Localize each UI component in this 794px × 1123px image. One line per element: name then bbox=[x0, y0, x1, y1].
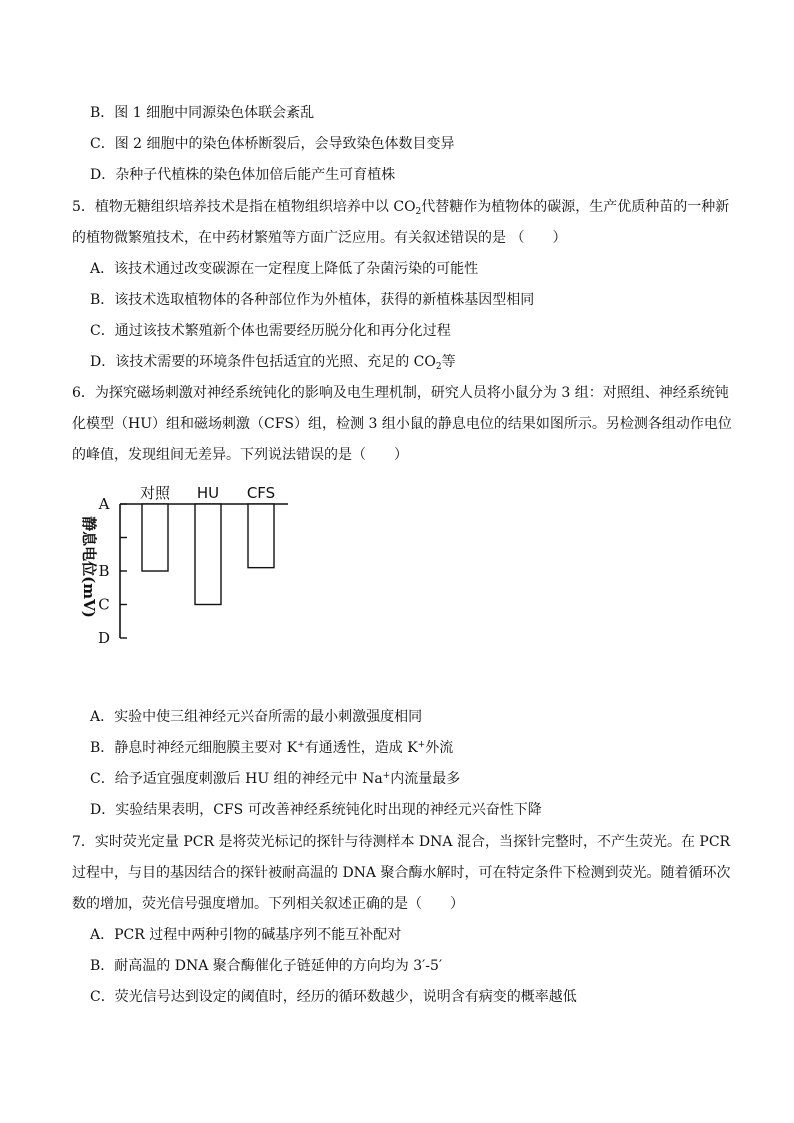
q5-text: 等 bbox=[441, 354, 456, 370]
option-letter: D． bbox=[90, 167, 116, 183]
q6-stem-line-3: 的峰值，发现组间无差异。下列说法错误的是（ ） bbox=[72, 447, 408, 463]
q7-stem-line-3: 数的增加，荧光信号强度增加。下列相关叙述正确的是（ ） bbox=[72, 896, 464, 912]
q4-option-c bbox=[90, 135, 455, 153]
y-tick-label: C bbox=[98, 595, 110, 614]
q6-text: 有通透性，造成 K bbox=[304, 740, 418, 756]
q6-option-a: A．实验中使三组神经元兴奋所需的最小刺激强度相同 bbox=[90, 709, 423, 725]
q5-text: D．该技术需要的环境条件包括适宜的光照、充足的 CO bbox=[90, 354, 436, 370]
option-letter: C． bbox=[90, 136, 115, 152]
q5-option-a: A．该技术通过改变碳源在一定程度上降低了杂菌污染的可能性 bbox=[90, 261, 479, 277]
q5-text: 5．植物无糖组织培养技术是指在植物组织培养中以 CO bbox=[72, 199, 416, 215]
category-label: HU bbox=[196, 484, 220, 502]
bar bbox=[195, 504, 221, 605]
q6-stem-line-2: 化模型（HU）组和磁场刺激（CFS）组，检测 3 组小鼠的静息电位的结果如图所示。另检测各组动作电位 bbox=[72, 416, 732, 432]
q7-option-a: A．PCR 过程中两种引物的碱基序列不能互补配对 bbox=[90, 927, 402, 943]
q6-text: B．静息时神经元细胞膜主要对 K bbox=[90, 740, 298, 756]
q5-stem-line-1 bbox=[72, 198, 729, 216]
q7-option-c: C．荧光信号达到设定的阈值时，经历的循环数越少，说明含有病变的概率越低 bbox=[90, 989, 577, 1005]
subscript: 2 bbox=[435, 362, 442, 372]
q6-text: 外流 bbox=[425, 740, 454, 756]
resting-potential-chart bbox=[70, 476, 300, 691]
q6-option-b bbox=[90, 739, 453, 757]
q7-stem-line-2: 过程中，与目的基因结合的探针被耐高温的 DNA 聚合酶水解时，可在特定条件下检测到荧光。随着循环次 bbox=[72, 865, 731, 881]
superscript: + bbox=[297, 740, 305, 750]
q6-option-d: D．实验结果表明，CFS 可改善神经系统钝化时出现的神经元兴奋性下降 bbox=[90, 802, 542, 818]
q4-option-b bbox=[90, 104, 314, 122]
q7-option-b: B．耐高温的 DNA 聚合酶催化子链延伸的方向均为 3′-5′ bbox=[90, 958, 443, 974]
option-text: 杂种子代植株的染色体加倍后能产生可育植株 bbox=[115, 167, 396, 183]
q7-stem-line-1: 7．实时荧光定量 PCR 是将荧光标记的探针与待测样本 DNA 混合，当探针完整时，不产生荧光。在 PCR bbox=[72, 834, 731, 850]
q6-text: 内流量最多 bbox=[390, 771, 461, 787]
q6-stem-line-1: 6．为探究磁场刺激对神经系统钝化的影响及电生理机制，研究人员将小鼠分为 3 组：对照组、神经系统钝 bbox=[72, 385, 729, 401]
y-tick-label: A bbox=[98, 495, 110, 513]
q6-option-c bbox=[90, 770, 460, 788]
q5-stem-line-2: 的植物微繁殖技术，在中药材繁殖等方面广泛应用。有关叙述错误的是 （ ） bbox=[72, 230, 567, 246]
bar bbox=[248, 504, 274, 568]
q4-option-d bbox=[90, 166, 395, 184]
option-letter: B． bbox=[90, 105, 115, 121]
q6-text: C．给予适宜强度刺激后 HU 组的神经元中 Na bbox=[90, 771, 383, 787]
q5-option-d bbox=[90, 353, 456, 371]
category-label: CFS bbox=[246, 484, 276, 502]
q5-option-c: C．通过该技术繁殖新个体也需要经历脱分化和再分化过程 bbox=[90, 323, 451, 339]
superscript: + bbox=[417, 740, 426, 750]
superscript: + bbox=[382, 771, 391, 781]
option-text: 图 2 细胞中的染色体桥断裂后，会导致染色体数目变异 bbox=[114, 136, 455, 152]
subscript: 2 bbox=[415, 207, 422, 217]
bar bbox=[142, 504, 168, 571]
q5-option-b: B．该技术选取植物体的各种部位作为外植体，获得的新植株基因型相同 bbox=[90, 292, 535, 308]
y-tick-label: D bbox=[97, 629, 111, 647]
y-axis-label: 静息电位(mV) bbox=[80, 516, 98, 618]
q5-text: 代替糖作为植物体的碳源，生产优质种苗的一种新 bbox=[421, 199, 730, 215]
option-text: 图 1 细胞中同源染色体联会紊乱 bbox=[114, 105, 315, 121]
y-tick-label: B bbox=[98, 562, 110, 580]
category-label: 对照 bbox=[139, 484, 171, 502]
